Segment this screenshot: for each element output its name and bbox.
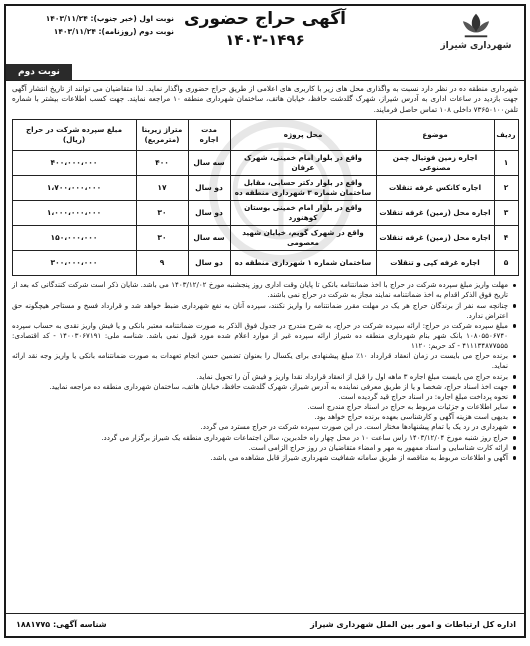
page-title: آگهی حراج حضوری [184,9,346,29]
row-location: واقع در شهرک گویم، خیابان شهید معصومی [230,226,376,251]
round-badge: نوبت دوم [6,64,72,80]
ad-footer [6,613,524,636]
row-duration: دو سال [188,176,230,201]
row-deposit: ۳۰۰،۰۰۰،۰۰۰ [12,251,136,276]
row-number: ۵ [494,251,518,276]
condition-item: جهت اخذ اسناد حراج، شخصا و یا از طریق معرفی نماینده به آدرس شیراز، شهرک گلدشت حافظ، خیابان هاتف، ساختمان شهرداری منطقه ده مراجعه نمایید. [12,382,516,392]
row-deposit: ۴۰۰،۰۰۰،۰۰۰ [12,151,136,176]
table-row [12,226,518,251]
flower-logo-icon [457,10,495,40]
round-bar [6,64,524,81]
condition-item: برنده حراج می بایست مبلغ اجاره ۳ ماهه اول را قبل از انعقاد قرارداد نقدا واریز و فیش آن را تحویل نماید. [12,372,516,382]
row-number: ۱ [494,151,518,176]
header-area: متراژ زیربنا (مترمربع) [136,120,188,151]
row-deposit: ۱،۰۰۰،۰۰۰،۰۰۰ [12,201,136,226]
table-row [12,151,518,176]
row-location: واقع در بلوار امام خمینی، شهرک عرفان [230,151,376,176]
second-publish-date: نوبت دوم (روزنامه): ۱۴۰۳/۱۱/۲۴ [53,27,174,36]
header-location: محل پروژه [230,120,376,151]
auction-items-table [12,119,519,276]
row-area: ۳۰ [136,201,188,226]
header-row-number: ردیف [494,120,518,151]
row-subject: اجاره کانکس غرفه تنقلات [376,176,494,201]
condition-item: ارائه کارت شناسایی و اسناد ممهور به مهر و امضاء متقاضیان در روز حراج الزامی است. [12,443,516,453]
row-subject: اجاره زمین فوتبال چمن مصنوعی [376,151,494,176]
row-deposit: ۱۵۰،۰۰۰،۰۰۰ [12,226,136,251]
condition-item: برنده حراج می بایست در زمان انعقاد قرارداد ۱۰٪ مبلغ پیشنهادی برای یکسال را بعنوان تضمین حسن انجام تعهدات به صورت ضمانتنامه بانکی یا واریز وجه نقد ارائه نماید. [12,351,516,371]
condition-item: مبلغ سپرده شرکت در حراج: ارائه سپرده شرکت در حراج، به شرح مندرج در جدول فوق الذکر به صورت ضمانتنامه معتبر بانکی و یا فیش واریز نقدی به حساب سپرده ۱۰۸۰۵۵۰۶۷۴۰ بانک شهر بنام شهرداری منطقه ده شیراز ارائه سپرده غیر از موارد اعلام شده مورد قبول نمی باشد. شناسه ملی: ۱۴۰۰۳۰۶۷۱۹۱ - کد اقتصادی: ۴۱۱۱۳۴۸۷۷۵۵۵ - کد حریم: ۱۱۲۰ [12,321,516,351]
row-number: ۲ [494,176,518,201]
condition-item: شهرداری در رد یک یا تمام پیشنهادها مختار است. در این صورت سپرده شرکت در حراج مسترد می گردد. [12,422,516,432]
row-duration: سه سال [188,226,230,251]
row-subject: اجاره غرفه کپی و تنقلات [376,251,494,276]
condition-item: حراج روز شنبه مورخ ۱۴۰۳/۱۲/۰۴ راس ساعت ۱۰ در محل چهار راه خلدبرین، سالن اجتماعات شهرداری منطقه یک شیراز برگزار می گردد. [12,433,516,443]
row-location: ساختمان شماره ۱ شهرداری منطقه ده [230,251,376,276]
conditions-list [6,276,524,463]
ad-code: ۱۴۰۳-۱۴۹۶ [225,31,305,49]
table-row [12,176,518,201]
row-duration: دو سال [188,201,230,226]
footer-ad-number: شناسه آگهی: ۱۸۸۱۷۷۵ [16,620,107,629]
condition-item: نحوه پرداخت مبلغ اجاره: در اسناد حراج قید گردیده است. [12,392,516,402]
footer-organization: اداره کل ارتباطات و امور بین الملل شهرداری شیراز [310,620,516,629]
condition-item: بدیهی است هزینه آگهی و کارشناسی بعهده برنده حراج خواهد بود. [12,412,516,422]
title-block [176,8,354,50]
row-location: واقع در بلوار امام خمینی بوستان کوهنورد [230,201,376,226]
publish-dates [14,12,174,38]
header-duration: مدت اجاره [188,120,230,151]
ad-header [6,6,524,64]
ad-page [4,4,526,638]
row-deposit: ۱،۷۰۰،۰۰۰،۰۰۰ [12,176,136,201]
table-row [12,251,518,276]
header-deposit: مبلغ سپرده شرکت در حراج (ریال) [12,120,136,151]
condition-item: آگهی و اطلاعات مربوط به مناقصه از طریق سامانه شفافیت شهرداری شیراز قابل مشاهده می باشد. [12,453,516,463]
condition-item: چنانچه سه نفر از برندگان حراج هر یک در مهلت مقرر ضمانتنامه را واریز نکنند، سپرده آنان به نفع شهرداری ضبط خواهد شد و قرارداد فسخ و مستاجر هیچگونه حق اعتراض ندارد. [12,301,516,321]
logo-text: شهرداری شیراز [440,41,512,51]
row-area: ۹ [136,251,188,276]
row-duration: سه سال [188,151,230,176]
table-header-row [12,120,518,151]
intro-paragraph: شهرداری منطقه ده در نظر دارد نسبت به واگذاری محل های زیر با کاربری های اعلامی از طریق حراج حضوری واگذار نماید. لذا متقاضیان می توانند از تاریخ انتشار آگهی جهت بازدید در ساعات اداری به آدرس شیراز، شهرک گلدشت حافظ، خیابان هاتف، ساختمان شهرداری منطقه ۱۰ مراجعه نمایند. جهت کسب اطلاعات بیشتر با شماره تلفن۷۳۶۵۰۱۰۰ داخلی ۱۰۸ تماس حاصل فرمایند. [12,84,518,114]
row-number: ۴ [494,226,518,251]
row-subject: اجاره محل (زمین) غرفه تنقلات [376,201,494,226]
header-subject: موضوع [376,120,494,151]
row-location: واقع در بلوار دکتر حسابی، مقابل ساختمان شماره ۳ شهرداری منطقه ده [230,176,376,201]
row-area: ۳۰ [136,226,188,251]
row-area: ۴۰۰ [136,151,188,176]
condition-item: مهلت واریز مبلغ سپرده شرکت در حراج با اخذ ضمانتنامه بانکی تا پایان وقت اداری روز پنجشنبه مورخ ۱۴۰۳/۱۲/۰۲ می باشد. شایان ذکر است شرکت کنندگانی که بعد از تاریخ فوق الذکر اقدام به اخذ ضمانتنامه نمایند مجاز به شرکت در حراج نمی باشند. [12,280,516,300]
first-publish-date: نوبت اول (خبر جنوب): ۱۴۰۳/۱۱/۲۴ [45,14,174,23]
shiraz-municipality-logo [436,10,516,60]
row-subject: اجاره محل (زمین) غرفه تنقلات [376,226,494,251]
row-duration: دو سال [188,251,230,276]
condition-item: سایر اطلاعات و جزئیات مربوط به حراج در اسناد حراج مندرج است. [12,402,516,412]
table-row [12,201,518,226]
row-area: ۱۷ [136,176,188,201]
row-number: ۳ [494,201,518,226]
